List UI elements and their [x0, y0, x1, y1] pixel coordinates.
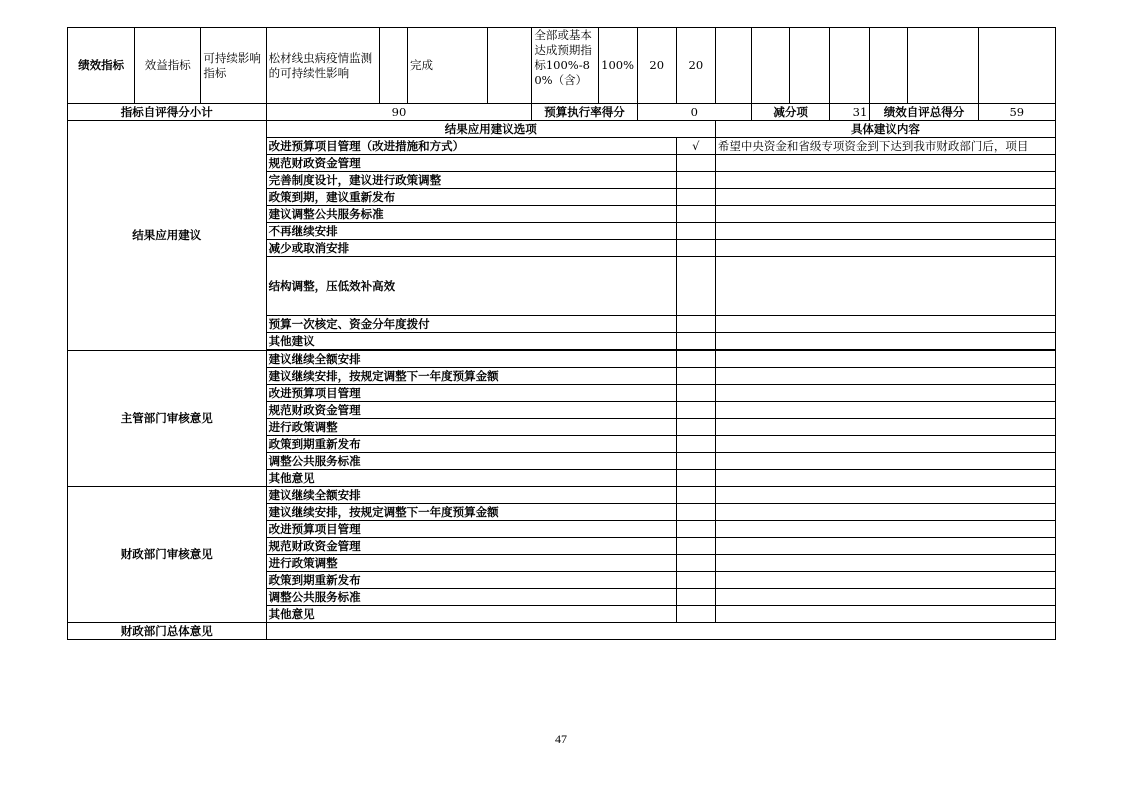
- dept-option-detail: [715, 419, 1055, 436]
- level3-cell: 可持续影响指标: [201, 28, 266, 104]
- evaluation-table: [67, 27, 1056, 640]
- result-section-label: 结果应用建议: [68, 121, 267, 351]
- result-option-detail: [715, 333, 1055, 350]
- finance-option-label: 调整公共服务标准: [266, 589, 676, 606]
- dept-option-label: 其他意见: [266, 470, 676, 487]
- score-got-cell: 20: [676, 28, 715, 104]
- result-header-row: [68, 121, 1056, 138]
- result-option-label: 完善制度设计，建议进行政策调整: [266, 172, 676, 189]
- result-detail-header: 具体建议内容: [715, 121, 1055, 138]
- finance-review-label: 财政部门审核意见: [68, 487, 267, 623]
- subtotal-value: 90: [266, 104, 532, 121]
- result-option-detail: [715, 240, 1055, 257]
- finance-review-row: [68, 487, 1056, 504]
- finance-option-detail: [715, 504, 1055, 521]
- overall-opinion-row: [68, 623, 1056, 640]
- overall-opinion-value: [266, 623, 1055, 640]
- summary-row: [68, 104, 1056, 121]
- result-option-check: [676, 333, 715, 350]
- finance-option-detail: [715, 487, 1055, 504]
- dept-option-detail: [715, 470, 1055, 487]
- dept-option-label: 政策到期重新发布: [266, 436, 676, 453]
- empty-cell: [790, 28, 830, 104]
- blank-cell: [488, 28, 532, 104]
- dept-review-label: 主管部门审核意见: [68, 351, 267, 487]
- perf-indicator-row: [68, 28, 1056, 104]
- result-option-check: [676, 240, 715, 257]
- finance-option-detail: [715, 589, 1055, 606]
- deduct-label: 减分项: [751, 104, 829, 121]
- finance-option-check: [676, 589, 715, 606]
- dept-option-check: [676, 368, 715, 385]
- finance-option-label: 建议继续全额安排: [266, 487, 676, 504]
- dept-option-check: [676, 351, 715, 368]
- result-option-detail: [715, 316, 1055, 333]
- dept-option-detail: [715, 436, 1055, 453]
- finance-option-detail: [715, 572, 1055, 589]
- result-option-label: 结构调整，压低效补高效: [266, 257, 676, 316]
- overall-opinion-label: 财政部门总体意见: [68, 623, 267, 640]
- result-option-detail: [715, 189, 1055, 206]
- criteria-text: 全部或基本达成预期指标100%-80%（含）: [534, 28, 592, 87]
- finance-option-detail: [715, 538, 1055, 555]
- finance-option-check: [676, 555, 715, 572]
- dept-option-check: [676, 470, 715, 487]
- result-option-check: [676, 206, 715, 223]
- subtotal-label: 指标自评得分小计: [68, 104, 267, 121]
- finance-option-check: [676, 504, 715, 521]
- finance-option-check: [676, 572, 715, 589]
- criteria-cell: [532, 28, 598, 104]
- result-option-detail: [715, 155, 1055, 172]
- budget-rate-value: 0: [637, 104, 751, 121]
- result-option-label: 改进预算项目管理（改进措施和方式）: [266, 138, 676, 155]
- result-option-label: 建议调整公共服务标准: [266, 206, 676, 223]
- result-option-label: 其他建议: [266, 333, 676, 350]
- dept-option-label: 进行政策调整: [266, 419, 676, 436]
- budget-rate-label: 预算执行率得分: [532, 104, 637, 121]
- dept-option-detail: [715, 453, 1055, 470]
- indicator-name-cell: 松材线虫病疫情监测的可持续性影响: [266, 28, 379, 104]
- result-option-label: 预算一次核定、资金分年度拨付: [266, 316, 676, 333]
- result-option-detail: [715, 257, 1055, 316]
- target-cell: [379, 28, 407, 104]
- result-option-check: [676, 223, 715, 240]
- dept-option-label: 改进预算项目管理: [266, 385, 676, 402]
- level1-cell: 绩效指标: [68, 28, 135, 104]
- dept-review-row: [68, 351, 1056, 368]
- score-max-cell: 20: [637, 28, 676, 104]
- finance-option-label: 建议继续安排，按规定调整下一年度预算金额: [266, 504, 676, 521]
- result-options-header: 结果应用建议选项: [266, 121, 715, 138]
- result-option-detail: [715, 172, 1055, 189]
- dept-option-check: [676, 436, 715, 453]
- empty-cell: [908, 28, 978, 104]
- result-option-check: [676, 257, 715, 316]
- dept-option-label: 建议继续全额安排: [266, 351, 676, 368]
- finance-option-check: [676, 606, 715, 623]
- result-option-label: 规范财政资金管理: [266, 155, 676, 172]
- result-option-check: [676, 155, 715, 172]
- dept-option-detail: [715, 385, 1055, 402]
- deduct-value: 31: [830, 104, 870, 121]
- evaluation-sheet: [67, 27, 1056, 640]
- result-option-check: [676, 172, 715, 189]
- finance-option-label: 改进预算项目管理: [266, 521, 676, 538]
- dept-option-check: [676, 419, 715, 436]
- dept-option-check: [676, 453, 715, 470]
- dept-option-label: 调整公共服务标准: [266, 453, 676, 470]
- total-label: 绩效自评总得分: [870, 104, 978, 121]
- dept-option-detail: [715, 402, 1055, 419]
- finance-option-label: 进行政策调整: [266, 555, 676, 572]
- finance-option-check: [676, 487, 715, 504]
- finance-option-check: [676, 538, 715, 555]
- result-option-detail: [715, 223, 1055, 240]
- result-option-detail: 希望中央资金和省级专项资金到下达到我市财政部门后，项目: [715, 138, 1055, 155]
- finance-option-check: [676, 521, 715, 538]
- finance-option-label: 规范财政资金管理: [266, 538, 676, 555]
- empty-cell: [870, 28, 908, 104]
- finance-option-label: 其他意见: [266, 606, 676, 623]
- result-option-label: 不再继续安排: [266, 223, 676, 240]
- dept-option-label: 建议继续安排，按规定调整下一年度预算金额: [266, 368, 676, 385]
- finance-option-detail: [715, 555, 1055, 572]
- level2-cell: 效益指标: [135, 28, 201, 104]
- result-option-detail: [715, 206, 1055, 223]
- result-option-check: √: [676, 138, 715, 155]
- empty-cell: [715, 28, 751, 104]
- finance-option-detail: [715, 606, 1055, 623]
- result-option-label: 减少或取消安排: [266, 240, 676, 257]
- result-option-check: [676, 189, 715, 206]
- dept-option-check: [676, 385, 715, 402]
- total-value: 59: [978, 104, 1055, 121]
- empty-cell: [830, 28, 870, 104]
- result-option-label: 政策到期，建议重新发布: [266, 189, 676, 206]
- page-number: 47: [555, 732, 567, 746]
- empty-cell: [751, 28, 789, 104]
- weight-cell: 100%: [598, 28, 637, 104]
- dept-option-detail: [715, 368, 1055, 385]
- actual-cell: 完成: [408, 28, 488, 104]
- result-option-check: [676, 316, 715, 333]
- dept-option-label: 规范财政资金管理: [266, 402, 676, 419]
- finance-option-label: 政策到期重新发布: [266, 572, 676, 589]
- finance-option-detail: [715, 521, 1055, 538]
- dept-option-detail: [715, 351, 1055, 368]
- empty-cell: [978, 28, 1055, 104]
- dept-option-check: [676, 402, 715, 419]
